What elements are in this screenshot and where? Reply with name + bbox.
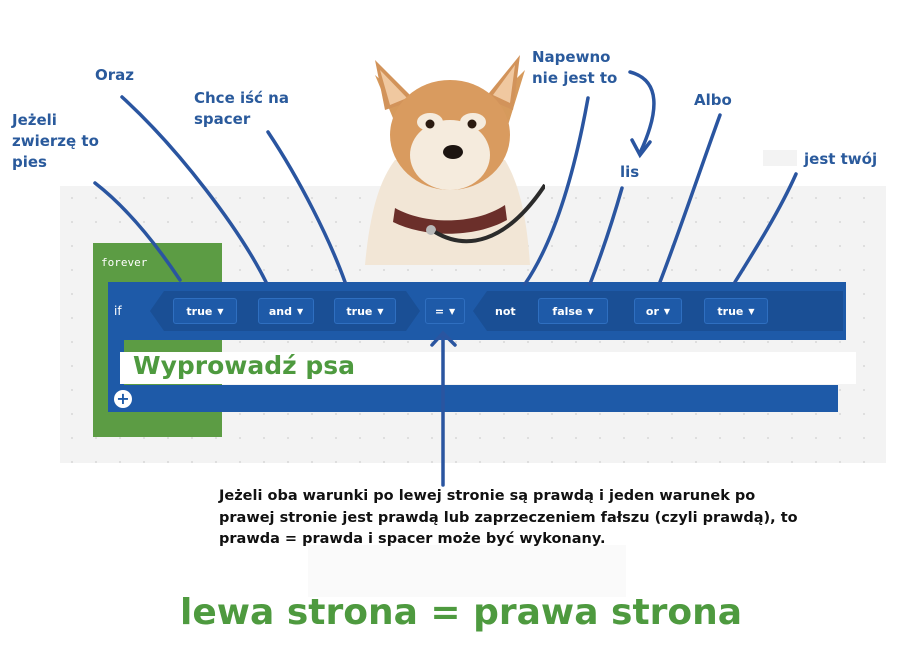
annotation-oraz: Oraz — [95, 66, 135, 84]
caret-down-icon: ▼ — [449, 306, 456, 316]
annotation-twoj: jest twój — [804, 150, 878, 168]
and-label: and — [268, 304, 292, 318]
caret-down-icon: ▼ — [217, 306, 224, 316]
annotation-spacer: Chce iść na spacer — [194, 89, 289, 128]
add-plus-icon[interactable]: + — [114, 390, 132, 408]
or-label: or — [645, 304, 659, 318]
false-label: false — [552, 304, 583, 318]
caret-down-icon: ▼ — [296, 306, 304, 316]
equation-title: lewa strona = prawa strona — [180, 592, 743, 633]
caret-down-icon: ▼ — [748, 306, 755, 316]
not-label: not — [495, 305, 516, 318]
annotation-albo: Albo — [694, 91, 732, 109]
true-label-1: true — [186, 304, 213, 318]
annotation-jezeli: Jeżeli zwierzę to pies — [12, 111, 99, 171]
if-label: if — [114, 304, 122, 318]
annotation-napewno: Napewno nie jest to — [532, 48, 618, 87]
true-label-3: true — [717, 304, 744, 318]
true-label-2: true — [346, 304, 373, 318]
caret-down-icon: ▼ — [587, 306, 594, 316]
caret-down-icon: ▼ — [663, 306, 671, 316]
equals-label: = — [434, 304, 445, 318]
annotation-lis: lis — [620, 163, 640, 181]
explanation-text: Jeżeli oba warunki po lewej stronie są prawdą i jeden warunek po prawej stronie jest prawdą lub zaprzeczeniem fałszu (czyli prawdą), to prawda = prawda i spacer może być wykonany. — [219, 488, 798, 547]
forever-label: forever — [101, 256, 148, 269]
action-text: Wyprowadź psa — [133, 351, 356, 380]
caret-down-icon: ▼ — [377, 306, 384, 316]
